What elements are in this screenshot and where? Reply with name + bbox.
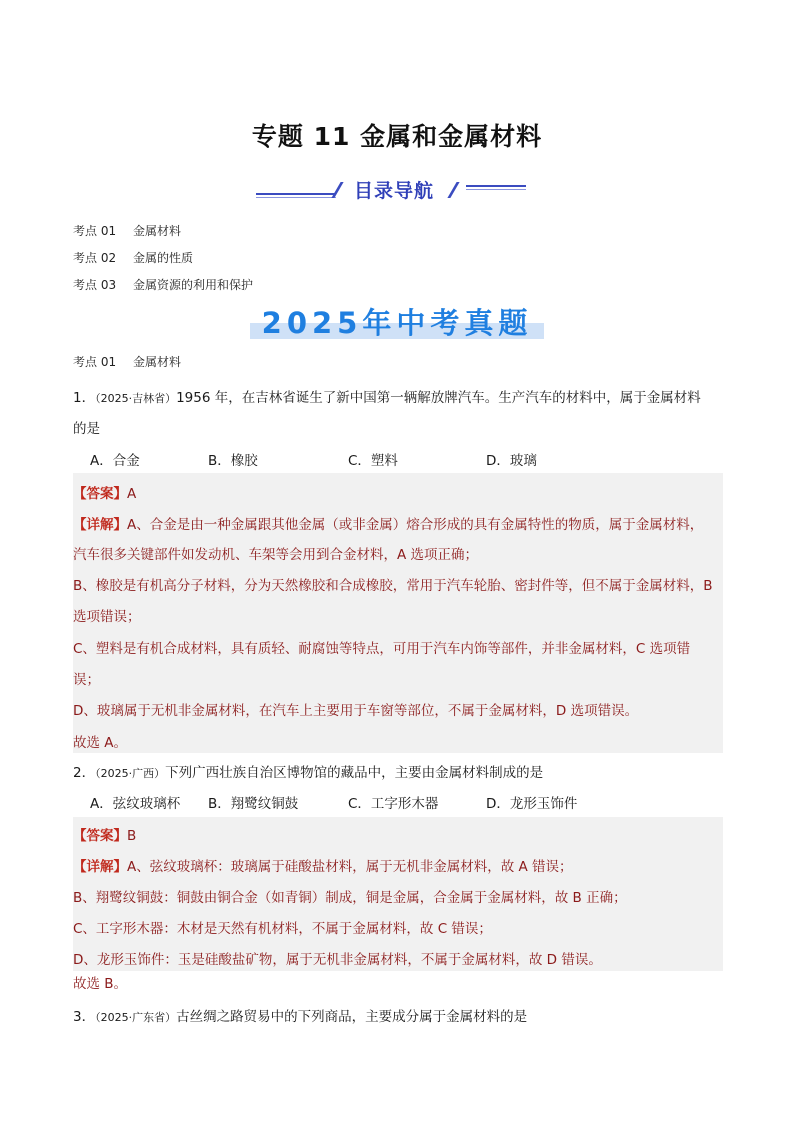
detail-line: 误； bbox=[73, 672, 100, 688]
option: B．橡胶 bbox=[208, 453, 258, 469]
decor-slash bbox=[331, 182, 343, 198]
toc-item[interactable]: 考点 03 金属资源的利用和保护 bbox=[73, 278, 254, 292]
detail-line: 【详解】A、弦纹玻璃杯：玻璃属于硅酸盐材料，属于无机非金属材料，故 A 错误； bbox=[73, 859, 573, 875]
detail-line: C、塑料是有机合成材料，具有质轻、耐腐蚀等特点，可用于汽车内饰等部件，并非金属材料，C 选项错 bbox=[73, 641, 691, 657]
toc-item[interactable]: 考点 01 金属材料 bbox=[73, 224, 182, 238]
question-text: 的是 bbox=[73, 421, 100, 437]
toc-header-banner bbox=[256, 176, 526, 206]
detail-line: 故选 A。 bbox=[73, 735, 128, 751]
page-title: 专题 11 金属和金属材料 bbox=[251, 122, 543, 151]
answer-line: 【答案】A bbox=[73, 486, 137, 502]
decor-line bbox=[256, 193, 336, 195]
option: A．弦纹玻璃杯 bbox=[90, 796, 181, 812]
option: B．翔鹭纹铜鼓 bbox=[208, 796, 299, 812]
option: C．工字形木器 bbox=[348, 796, 439, 812]
option: D．龙形玉饰件 bbox=[486, 796, 578, 812]
question-text: 1．（2025·吉林省）1956 年，在吉林省诞生了新中国第一辆解放牌汽车。生产汽车的材料中，属于金属材料 bbox=[73, 390, 701, 406]
detail-line: C、工字形木器：木材是天然有机材料，不属于金属材料，故 C 错误； bbox=[73, 921, 492, 937]
year-banner bbox=[250, 301, 544, 341]
detail-line: B、翔鹭纹铜鼓：铜鼓由铜合金（如青铜）制成，铜是金属，合金属于金属材料，故 B 正确； bbox=[73, 890, 627, 906]
toc-header: 目录导航 bbox=[353, 180, 434, 202]
detail-line: 【详解】A、合金是由一种金属跟其他金属（或非金属）熔合形成的具有金属特性的物质，属于金属材料， bbox=[73, 517, 704, 533]
decor-slash bbox=[447, 182, 459, 198]
question-text: 2．（2025·广西）下列广西壮族自治区博物馆的藏品中，主要由金属材料制成的是 bbox=[73, 765, 544, 781]
decor-line bbox=[466, 189, 526, 190]
detail-line: B、橡胶是有机高分子材料，分为天然橡胶和合成橡胶，常用于汽车轮胎、密封件等，但不属于金属材料，B bbox=[73, 578, 713, 594]
option: C．塑料 bbox=[348, 453, 398, 469]
detail-line: 故选 B。 bbox=[73, 976, 128, 992]
detail-line: D、玻璃属于无机非金属材料，在汽车上主要用于车窗等部位，不属于金属材料，D 选项错误。 bbox=[73, 703, 639, 719]
option: D．玻璃 bbox=[486, 453, 537, 469]
toc-item[interactable]: 考点 02 金属的性质 bbox=[73, 251, 194, 265]
section-label: 考点 01 金属材料 bbox=[73, 355, 182, 369]
detail-line: D、龙形玉饰件：玉是硅酸盐矿物，属于无机非金属材料，不属于金属材料，故 D 错误。 bbox=[73, 952, 602, 968]
detail-line: 选项错误； bbox=[73, 609, 141, 625]
detail-line: 汽车很多关键部件如发动机、车架等会用到合金材料，A 选项正确； bbox=[73, 547, 479, 563]
option: A．合金 bbox=[90, 453, 140, 469]
answer-line: 【答案】B bbox=[73, 828, 137, 844]
year-banner-text: 2025年中考真题 bbox=[261, 306, 533, 340]
decor-line bbox=[466, 185, 526, 187]
decor-line bbox=[256, 197, 336, 198]
question-text: 3．（2025·广东省）古丝绸之路贸易中的下列商品，主要成分属于金属材料的是 bbox=[73, 1009, 528, 1025]
